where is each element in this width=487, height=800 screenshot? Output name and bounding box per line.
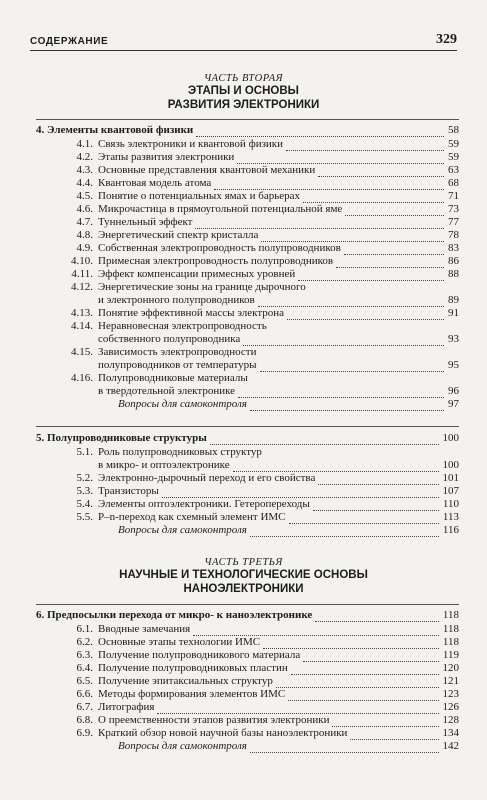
toc-page: 71 <box>448 190 459 202</box>
leader-dots <box>237 153 444 164</box>
leader-dots <box>263 638 439 649</box>
toc-item[interactable]: 6.9. Краткий обзор новой научной базы наноэлектроники 134 <box>76 727 459 739</box>
toc-page: 58 <box>448 124 459 136</box>
toc-page: 91 <box>448 307 459 319</box>
toc-questions[interactable]: Вопросы для самоконтроля 97 <box>118 398 459 410</box>
toc-chapter-5 <box>36 432 459 537</box>
toc-page: 68 <box>448 177 459 189</box>
toc-page: 126 <box>442 701 459 713</box>
leader-dots <box>162 487 439 498</box>
part-title-line: ЭТАПЫ И ОСНОВЫ <box>188 85 299 97</box>
toc-item[interactable]: 6.7. Литография 126 <box>76 701 459 713</box>
running-head <box>30 30 457 51</box>
toc-item[interactable]: 4.11. Эффект компенсации примесных уровней 88 <box>71 268 459 280</box>
toc-questions[interactable]: Вопросы для самоконтроля 116 <box>118 524 459 536</box>
toc-item[interactable]: 4.8. Энергетический спектр кристалла 78 <box>76 229 459 241</box>
toc-page: 96 <box>448 385 459 397</box>
toc-page: 83 <box>448 242 459 254</box>
toc-item-text: О преемственности этапов развития электроники <box>98 714 330 726</box>
toc-page: 119 <box>442 649 459 661</box>
toc-item-text: Эффект компенсации примесных уровней <box>98 268 296 280</box>
toc-item[interactable]: 5.5. P–n-переход как схемный элемент ИМС 113 <box>76 511 459 523</box>
leader-dots <box>336 257 444 268</box>
toc-page: 100 <box>442 432 459 444</box>
toc-item-text: Микрочастица в прямоугольной потенциальной яме <box>98 203 343 215</box>
toc-item[interactable]: 6.2. Основные этапы технологии ИМС 118 <box>76 636 459 648</box>
leader-dots <box>344 244 444 255</box>
leader-dots <box>286 140 444 151</box>
toc-item[interactable]: 4.2. Этапы развития электроники 59 <box>76 151 459 163</box>
toc-item-text: Вводные замечания <box>98 623 191 635</box>
toc-page: 116 <box>442 524 459 536</box>
leader-dots <box>288 690 438 701</box>
toc-item[interactable]: 5.4. Элементы оптоэлектроники. Гетеропереходы 110 <box>76 498 459 510</box>
toc-item[interactable]: 5.3. Транзисторы 107 <box>76 485 459 497</box>
toc-item-text: Энергетические зоны на границе дырочного <box>98 281 306 293</box>
leader-dots <box>250 742 439 753</box>
leader-dots <box>193 625 439 636</box>
running-head-title: СОДЕРЖАНИЕ <box>30 36 109 47</box>
leader-dots <box>345 205 444 216</box>
toc-page: 121 <box>442 675 459 687</box>
toc-item-text: Туннельный эффект <box>98 216 193 228</box>
toc-item[interactable]: 4.5. Понятие о потенциальных ямах и барьерах 71 <box>76 190 459 202</box>
leader-dots <box>233 461 439 472</box>
toc-item-text: Связь электроники и квантовой физики <box>98 138 284 150</box>
toc-item-text: Получение полупроводниковых пластин <box>98 662 288 674</box>
divider <box>36 119 459 120</box>
toc-item[interactable]: 4.6. Микрочастица в прямоугольной потенциальной яме 73 <box>76 203 459 215</box>
toc-page: 118 <box>442 623 459 635</box>
leader-dots <box>210 434 439 445</box>
toc-item-text: Литография <box>98 701 155 713</box>
toc-page: 89 <box>448 294 459 306</box>
toc-item[interactable]: 5.1. Роль полупроводниковых структур в микро- и оптоэлектронике 100 <box>36 446 459 472</box>
toc-questions[interactable]: Вопросы для самоконтроля 142 <box>118 740 459 752</box>
leader-dots <box>303 651 439 662</box>
toc-item[interactable]: 4.10. Примесная электропроводность полупроводников 86 <box>71 255 459 267</box>
toc-page: 101 <box>442 472 459 484</box>
page-number: 329 <box>436 32 457 47</box>
toc-item-text: Полупроводниковые материалы <box>98 372 248 384</box>
divider <box>36 604 459 605</box>
leader-dots <box>291 664 439 675</box>
toc-chapter-6 <box>36 609 459 753</box>
toc-item-text-cont: в твердотельной электронике <box>98 385 236 397</box>
toc-item[interactable]: 6.8. О преемственности этапов развития электроники 128 <box>76 714 459 726</box>
toc-item-text: Понятие о потенциальных ямах и барьерах <box>98 190 301 202</box>
toc-item[interactable]: 4.16. Полупроводниковые материалы в твердотельной электронике 96 <box>36 372 459 398</box>
toc-item-text: Зависимость электропроводности <box>98 346 257 358</box>
leader-dots <box>287 309 444 320</box>
leader-dots <box>298 270 444 281</box>
toc-page: 73 <box>448 203 459 215</box>
toc-item-text: Квантовая модель атома <box>98 177 212 189</box>
toc-item-text: Основные этапы технологии ИМС <box>98 636 261 648</box>
leader-dots <box>258 296 444 307</box>
toc-chapter-title[interactable]: 6. Предпосылки перехода от микро- к наноэлектронике 118 <box>36 609 459 621</box>
toc-page: 88 <box>448 268 459 280</box>
part-title-line: РАЗВИТИЯ ЭЛЕКТРОНИКИ <box>167 99 320 111</box>
toc-item[interactable]: 4.12. Энергетические зоны на границе дырочного и электронного полупроводников 89 <box>36 281 459 307</box>
toc-item-text: Примесная электропроводность полупроводников <box>98 255 334 267</box>
toc-page: 120 <box>442 662 459 674</box>
leader-dots <box>315 611 439 622</box>
toc-page: 123 <box>442 688 459 700</box>
leader-dots <box>303 192 444 203</box>
toc-page: 63 <box>448 164 459 176</box>
toc-item-text: Электронно-дырочный переход и его свойства <box>98 472 316 484</box>
toc-item[interactable]: 4.14. Неравновесная электропроводность собственного полупроводника 93 <box>36 320 459 346</box>
toc-item-text: Краткий обзор новой научной базы наноэлектроники <box>98 727 348 739</box>
leader-dots <box>157 703 438 714</box>
toc-item-text-cont: в микро- и оптоэлектронике <box>98 459 230 471</box>
leader-dots <box>238 387 444 398</box>
toc-item[interactable]: 6.3. Получение полупроводникового материала 119 <box>76 649 459 661</box>
part-two-heading <box>30 73 457 112</box>
toc-item[interactable]: 6.6. Методы формирования элементов ИМС 123 <box>76 688 459 700</box>
toc-item-text-cont: и электронного полупроводников <box>98 294 255 306</box>
toc-item-text: Роль полупроводниковых структур <box>98 446 262 458</box>
leader-dots <box>318 474 438 485</box>
toc-page: 86 <box>448 255 459 267</box>
toc-page: 100 <box>442 459 459 471</box>
toc-item-text-cont: собственного полупроводника <box>98 333 241 345</box>
leader-dots <box>261 231 444 242</box>
toc-item[interactable]: 6.1. Вводные замечания 118 <box>76 623 459 635</box>
toc-page: 128 <box>442 714 459 726</box>
toc-page: 118 <box>442 609 459 621</box>
leader-dots <box>350 729 438 740</box>
toc-item[interactable]: 4.4. Квантовая модель атома 68 <box>76 177 459 189</box>
divider <box>36 426 459 427</box>
toc-item[interactable]: 4.1. Связь электроники и квантовой физики 59 <box>76 138 459 150</box>
toc-item-text: Этапы развития электроники <box>98 151 235 163</box>
leader-dots <box>318 166 444 177</box>
toc-item-text: Энергетический спектр кристалла <box>98 229 259 241</box>
leader-dots <box>195 218 444 229</box>
toc-item[interactable]: 6.4. Получение полупроводниковых пластин 120 <box>76 662 459 674</box>
toc-chapter-title[interactable]: 5. Полупроводниковые структуры 100 <box>36 432 459 444</box>
part-label: ЧАСТЬ ВТОРАЯ <box>203 73 284 84</box>
leader-dots <box>196 126 444 137</box>
part-three-heading <box>30 557 457 596</box>
leader-dots <box>276 677 439 688</box>
leader-dots <box>250 400 444 411</box>
toc-page: 93 <box>448 333 459 345</box>
toc-chapter-title[interactable]: 4. Элементы квантовой физики 58 <box>36 124 459 136</box>
toc-item-text-cont: полупроводников от температуры <box>98 359 257 371</box>
leader-dots <box>313 500 439 511</box>
leader-dots <box>260 361 444 372</box>
toc-item-text: Основные представления квантовой механики <box>98 164 316 176</box>
leader-dots <box>289 513 439 524</box>
toc-page: 107 <box>442 485 459 497</box>
toc-item[interactable]: 4.9. Собственная электропроводность полупроводников 83 <box>76 242 459 254</box>
toc-page: 142 <box>442 740 459 752</box>
toc-page: 110 <box>442 498 459 510</box>
toc-item[interactable]: 4.13. Понятие эффективной массы электрона 91 <box>71 307 459 319</box>
toc-chapter-4 <box>36 124 459 411</box>
toc-page: 95 <box>448 359 459 371</box>
toc-page: 97 <box>448 398 459 410</box>
toc-page: 77 <box>448 216 459 228</box>
toc-page: 59 <box>448 138 459 150</box>
toc-page: 118 <box>442 636 459 648</box>
toc-item-text: Собственная электропроводность полупроводников <box>98 242 341 254</box>
toc-item-text: Транзисторы <box>98 485 159 497</box>
toc-item-text: Получение полупроводникового материала <box>98 649 301 661</box>
leader-dots <box>332 716 438 727</box>
toc-item[interactable]: 4.3. Основные представления квантовой механики 63 <box>76 164 459 176</box>
toc-item-text: Элементы оптоэлектроники. Гетеропереходы <box>98 498 310 510</box>
toc-item-text: Понятие эффективной массы электрона <box>98 307 285 319</box>
toc-item[interactable]: 5.2. Электронно-дырочный переход и его свойства 101 <box>76 472 459 484</box>
toc-item-text: Получение эпитаксиальных структур <box>98 675 273 687</box>
toc-item[interactable]: 6.5. Получение эпитаксиальных структур 121 <box>76 675 459 687</box>
toc-item-text: Неравновесная электропроводность <box>98 320 267 332</box>
part-label: ЧАСТЬ ТРЕТЬЯ <box>204 557 283 568</box>
leader-dots <box>214 179 444 190</box>
toc-item[interactable]: 4.7. Туннельный эффект 77 <box>76 216 459 228</box>
leader-dots <box>243 335 444 346</box>
toc-item-text: Методы формирования элементов ИМС <box>98 688 286 700</box>
part-title-line: НАНОЭЛЕКТРОНИКИ <box>183 583 304 595</box>
toc-page: 78 <box>448 229 459 241</box>
leader-dots <box>250 526 439 537</box>
toc-page: 134 <box>442 727 459 739</box>
part-title-line: НАУЧНЫЕ И ТЕХНОЛОГИЧЕСКИЕ ОСНОВЫ <box>119 569 368 581</box>
toc-page: 113 <box>442 511 459 523</box>
toc-item[interactable]: 4.15. Зависимость электропроводности полупроводников от температуры 95 <box>36 346 459 372</box>
toc-item-text: P–n-переход как схемный элемент ИМС <box>98 511 286 523</box>
toc-page: 59 <box>448 151 459 163</box>
